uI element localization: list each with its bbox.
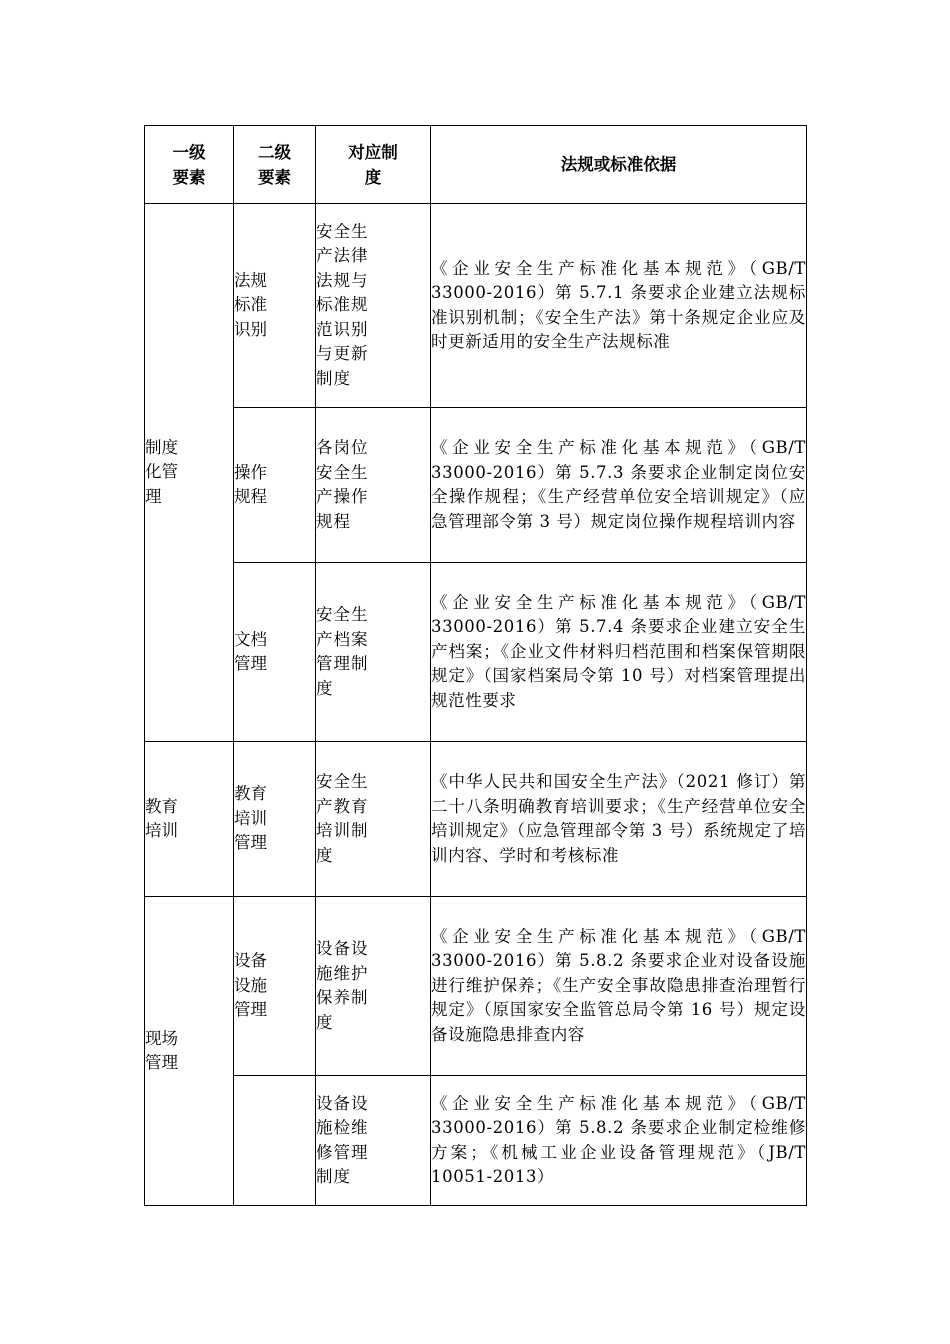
header-row bbox=[145, 126, 807, 204]
basis-cell: 《企业安全生产标准化基本规范》（GB/T 33000-2016）第 5.7.1 条要求企业建立法规标准识别机制；《安全生产法》第十条规定企业应及时更新适用的安全生产法规标准 bbox=[431, 204, 807, 408]
system-cell: 安全生产档案管理制度 bbox=[316, 563, 431, 742]
level2-cell bbox=[234, 1076, 316, 1206]
level2-cell: 法规标准识别 bbox=[234, 204, 316, 408]
level2-cell: 设备设施管理 bbox=[234, 897, 316, 1076]
basis-cell: 《中华人民共和国安全生产法》（2021 修订）第二十八条明确教育培训要求；《生产经营单位安全培训规定》（应急管理部令第 3 号）系统规定了培训内容、学时和考核标准 bbox=[431, 742, 807, 897]
group-cell: 教育培训 bbox=[145, 742, 234, 897]
table-row bbox=[145, 204, 807, 408]
system-cell: 安全生产教育培训制度 bbox=[316, 742, 431, 897]
header-system: 对应制度 bbox=[316, 126, 431, 204]
system-cell: 安全生产法律法规与标准规范识别与更新制度 bbox=[316, 204, 431, 408]
level2-cell: 操作规程 bbox=[234, 408, 316, 563]
table-row bbox=[145, 408, 807, 563]
header-basis: 法规或标准依据 bbox=[431, 126, 807, 204]
system-cell: 各岗位安全生产操作规程 bbox=[316, 408, 431, 563]
level2-cell: 文档管理 bbox=[234, 563, 316, 742]
basis-cell: 《企业安全生产标准化基本规范》（GB/T 33000-2016）第 5.7.4 条要求企业建立安全生产档案；《企业文件材料归档范围和档案保管期限规定》（国家档案局令第 10 号）对档案管理提出规范性要求 bbox=[431, 563, 807, 742]
header-level2: 二级要素 bbox=[234, 126, 316, 204]
basis-cell: 《企业安全生产标准化基本规范》（GB/T 33000-2016）第 5.8.2 条要求企业制定检维修方案；《机械工业企业设备管理规范》（JB/T 10051-2013） bbox=[431, 1076, 807, 1206]
level2-cell: 教育培训管理 bbox=[234, 742, 316, 897]
group-cell: 制度化管理 bbox=[145, 204, 234, 742]
regulation-table bbox=[144, 125, 807, 1206]
group-cell: 现场管理 bbox=[145, 897, 234, 1206]
header-level1: 一级要素 bbox=[145, 126, 234, 204]
table-row bbox=[145, 1076, 807, 1206]
table-row bbox=[145, 897, 807, 1076]
table-row bbox=[145, 563, 807, 742]
system-cell: 设备设施维护保养制度 bbox=[316, 897, 431, 1076]
system-cell: 设备设施检维修管理制度 bbox=[316, 1076, 431, 1206]
basis-cell: 《企业安全生产标准化基本规范》（GB/T 33000-2016）第 5.8.2 条要求企业对设备设施进行维护保养；《生产安全事故隐患排查治理暂行规定》（原国家安全监管总局令第 16 号）规定设备设施隐患排查内容 bbox=[431, 897, 807, 1076]
table-row bbox=[145, 742, 807, 897]
basis-cell: 《企业安全生产标准化基本规范》（GB/T 33000-2016）第 5.7.3 条要求企业制定岗位安全操作规程；《生产经营单位安全培训规定》（应急管理部令第 3 号）规定岗位操作规程培训内容 bbox=[431, 408, 807, 563]
